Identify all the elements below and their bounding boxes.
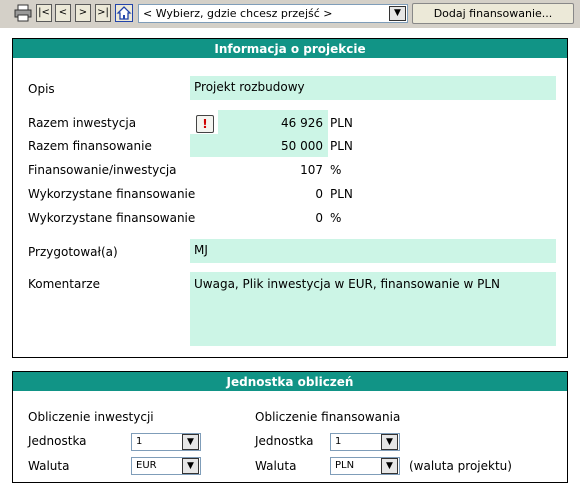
investment-unit-label: Jednostka bbox=[28, 434, 87, 448]
calc-unit-panel bbox=[12, 371, 568, 483]
financing-unit-select[interactable] bbox=[330, 433, 400, 451]
project-info-header: Informacja o projekcie bbox=[13, 39, 567, 59]
project-currency-note: (waluta projektu) bbox=[409, 459, 512, 473]
ratio-value: 107 bbox=[300, 163, 323, 177]
total-investment-value: 46 926 bbox=[281, 116, 323, 130]
used-financing-value-pct: 0 bbox=[315, 211, 323, 225]
investment-calc-title: Obliczenie inwestycji bbox=[28, 410, 154, 424]
chevron-down-icon[interactable]: ▼ bbox=[389, 6, 406, 21]
used-financing-unit-pct: % bbox=[330, 211, 342, 225]
financing-currency-value: PLN bbox=[335, 460, 355, 471]
goto-select-value: < Wybierz, gdzie chcesz przejść > bbox=[143, 7, 333, 20]
financing-calc-title: Obliczenie finansowania bbox=[255, 410, 401, 424]
warning-icon[interactable]: ! bbox=[196, 115, 214, 133]
prepared-by-field[interactable]: MJ bbox=[190, 239, 556, 263]
project-info-panel bbox=[12, 38, 568, 358]
total-financing-label: Razem finansowanie bbox=[28, 139, 152, 153]
description-label: Opis bbox=[28, 82, 55, 96]
chevron-down-icon[interactable]: ▼ bbox=[182, 458, 199, 474]
investment-unit-value: 1 bbox=[136, 436, 143, 447]
financing-unit-value: 1 bbox=[335, 436, 342, 447]
nav-last-button[interactable]: >| bbox=[95, 4, 111, 22]
chevron-down-icon[interactable]: ▼ bbox=[182, 434, 199, 450]
total-investment-unit: PLN bbox=[330, 116, 353, 130]
investment-currency-label: Waluta bbox=[28, 459, 70, 473]
calc-unit-header: Jednostka obliczeń bbox=[13, 372, 567, 392]
home-icon bbox=[116, 5, 132, 21]
printer-icon bbox=[13, 4, 33, 22]
nav-next-button[interactable]: > bbox=[75, 4, 91, 22]
total-investment-label: Razem inwestycja bbox=[28, 116, 137, 130]
ratio-unit: % bbox=[330, 163, 342, 177]
prepared-by-label: Przygotował(a) bbox=[28, 245, 118, 259]
used-financing-label-pct: Wykorzystane finansowanie bbox=[28, 211, 196, 225]
used-financing-label-pln: Wykorzystane finansowanie bbox=[28, 187, 196, 201]
used-financing-value-pln: 0 bbox=[315, 187, 323, 201]
print-button[interactable] bbox=[12, 4, 34, 22]
investment-currency-select[interactable] bbox=[131, 457, 201, 475]
toolbar bbox=[0, 0, 580, 28]
chevron-down-icon[interactable]: ▼ bbox=[381, 434, 398, 450]
comments-label: Komentarze bbox=[28, 277, 100, 291]
nav-prev-button[interactable]: < bbox=[55, 4, 71, 22]
chevron-down-icon[interactable]: ▼ bbox=[381, 458, 398, 474]
investment-unit-select[interactable] bbox=[131, 433, 201, 451]
total-financing-unit: PLN bbox=[330, 139, 353, 153]
description-field[interactable]: Projekt rozbudowy bbox=[190, 76, 556, 100]
used-financing-unit-pln: PLN bbox=[330, 187, 353, 201]
investment-currency-value: EUR bbox=[136, 460, 157, 471]
financing-currency-label: Waluta bbox=[255, 459, 297, 473]
financing-currency-select[interactable] bbox=[330, 457, 400, 475]
ratio-label: Finansowanie/inwestycja bbox=[28, 163, 177, 177]
comments-field[interactable]: Uwaga, Plik inwestycja w EUR, finansowanie w PLN bbox=[190, 272, 556, 346]
add-financing-button[interactable]: Dodaj finansowanie... bbox=[412, 3, 574, 24]
financing-unit-label: Jednostka bbox=[255, 434, 314, 448]
total-financing-value: 50 000 bbox=[281, 139, 323, 153]
home-button[interactable] bbox=[115, 4, 133, 22]
goto-select[interactable] bbox=[138, 4, 408, 23]
nav-first-button[interactable]: |< bbox=[36, 4, 52, 22]
